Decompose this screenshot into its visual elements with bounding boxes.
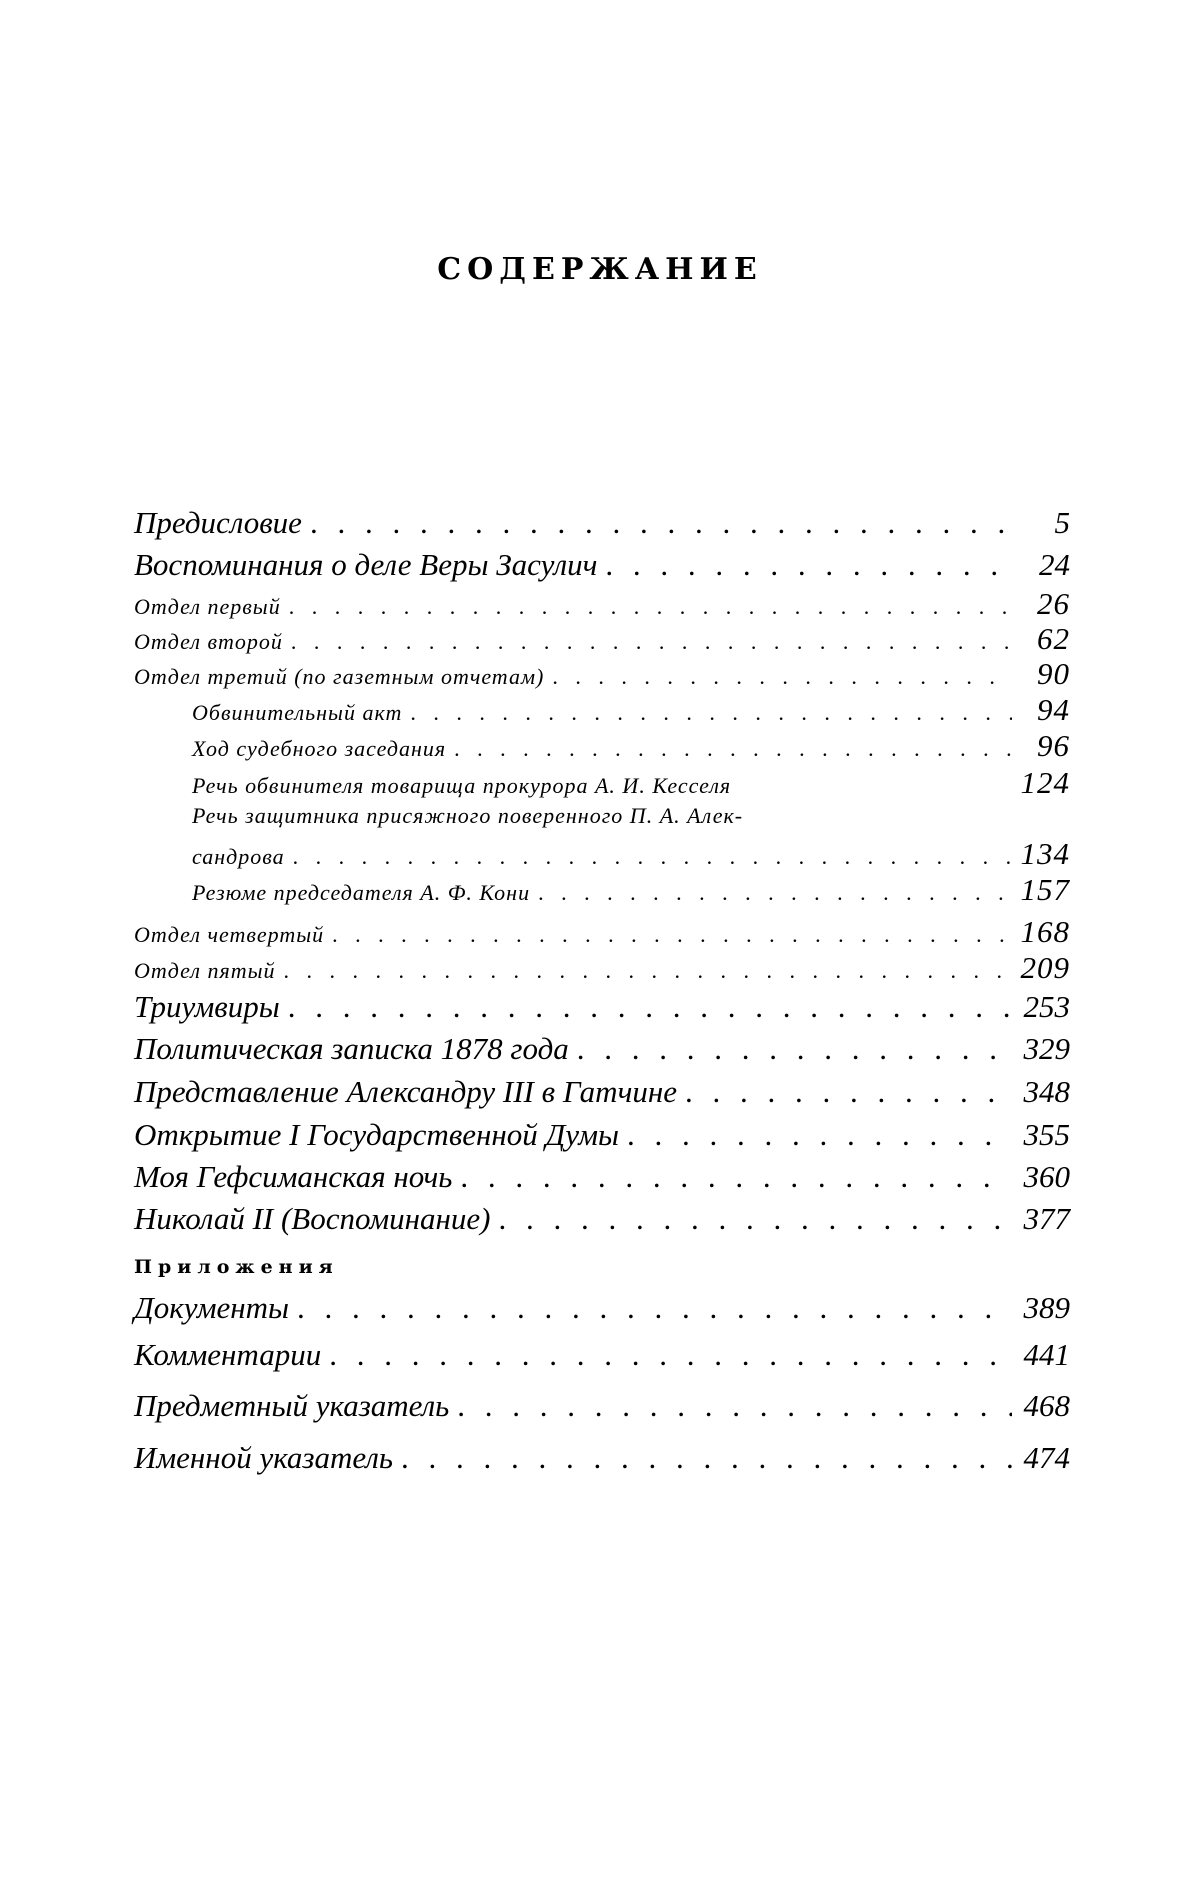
toc-entry-zasulich[interactable] xyxy=(134,547,1070,583)
toc-entry-label: Николай II (Воспоминание) xyxy=(134,1201,491,1236)
leader-dots xyxy=(410,700,1012,726)
toc-page-number: 474 xyxy=(1023,1440,1070,1475)
leader-dots xyxy=(293,844,1012,870)
toc-entry-label: Воспоминания о деле Веры Засулич xyxy=(134,547,598,582)
toc-page-number: 134 xyxy=(1020,836,1070,871)
leader-dots xyxy=(288,989,1012,1025)
toc-entry-preface[interactable] xyxy=(134,505,1070,541)
toc-entry-label: Отдел второй xyxy=(134,629,283,654)
toc-page-number: 389 xyxy=(1023,1290,1070,1325)
toc-page-number: 329 xyxy=(1023,1031,1070,1066)
toc-entry-gatchina[interactable] xyxy=(134,1074,1070,1110)
page-title: СОДЕРЖАНИЕ xyxy=(437,252,763,287)
toc-entry-label: Резюме председателя А. Ф. Кони xyxy=(192,880,531,905)
toc-page-number: 96 xyxy=(1037,728,1070,763)
toc-page-number: 253 xyxy=(1023,989,1070,1024)
toc-page-number: 441 xyxy=(1023,1337,1070,1372)
leader-dots xyxy=(577,1031,1012,1067)
leader-dots xyxy=(460,1159,1012,1195)
toc-page-number: 157 xyxy=(1020,872,1070,907)
leader-dots xyxy=(401,1440,1012,1476)
leader-dots xyxy=(329,1337,1012,1373)
toc-page-number: 62 xyxy=(1037,621,1070,656)
leader-dots xyxy=(605,547,1012,583)
toc-entry-label: Представление Александру III в Гатчине xyxy=(134,1074,677,1109)
leader-dots xyxy=(552,664,1012,690)
leader-dots xyxy=(685,1074,1012,1110)
leader-dots xyxy=(289,594,1012,620)
toc-entry-label: Обвинительный акт xyxy=(192,700,403,725)
toc-page-number: 90 xyxy=(1037,656,1070,691)
leader-dots xyxy=(291,629,1012,655)
toc-entry-label: сандрова xyxy=(192,844,285,869)
toc-entry-label: Отдел четвертый xyxy=(134,922,325,947)
appendix-heading: Приложения xyxy=(134,1256,339,1278)
toc-entry-duma[interactable] xyxy=(134,1117,1070,1153)
toc-entry-label: Речь защитника присяжного поверенного П. А. Алек- xyxy=(192,803,744,828)
toc-entry-commentary[interactable] xyxy=(134,1337,1070,1373)
toc-entry-label: Моя Гефсиманская ночь xyxy=(134,1159,453,1194)
leader-dots xyxy=(454,736,1012,762)
toc-entry-indictment[interactable] xyxy=(192,692,1070,728)
toc-entry-subject-index[interactable] xyxy=(134,1388,1070,1424)
toc-entry-gethsemane[interactable] xyxy=(134,1159,1070,1195)
toc-entry-political-note[interactable] xyxy=(134,1031,1070,1067)
toc-page-number: 26 xyxy=(1037,586,1070,621)
toc-entry-triumvirs[interactable] xyxy=(134,989,1070,1025)
toc-entry-aleksandrov-speech[interactable] xyxy=(192,836,1070,872)
toc-entry-label: Открытие I Государственной Думы xyxy=(134,1117,620,1152)
leader-dots xyxy=(332,922,1012,948)
toc-page-number: 348 xyxy=(1023,1074,1070,1109)
toc-page-number: 124 xyxy=(1020,765,1070,800)
toc-page-number: 168 xyxy=(1020,914,1070,949)
toc-page-number: 5 xyxy=(1054,505,1070,540)
leader-dots xyxy=(297,1290,1012,1326)
toc-entry-aleksandrov-line1[interactable] xyxy=(192,803,1070,829)
toc-page-number: 94 xyxy=(1037,692,1070,727)
toc-page-number: 24 xyxy=(1039,547,1070,582)
leader-dots xyxy=(457,1388,1012,1424)
toc-page-number: 468 xyxy=(1023,1388,1070,1423)
toc-entry-court-session[interactable] xyxy=(192,728,1070,764)
toc-entry-label: Документы xyxy=(134,1290,290,1325)
toc-entry-label: Речь обвинителя товарища прокурора А. И. Кесселя xyxy=(192,773,732,798)
toc-entry-nicholas[interactable] xyxy=(134,1201,1070,1237)
toc-page-number: 377 xyxy=(1023,1201,1070,1236)
toc-entry-part-2[interactable] xyxy=(134,621,1070,657)
toc-entry-label: Именной указатель xyxy=(134,1440,394,1475)
leader-dots xyxy=(310,505,1012,541)
toc-entry-label: Ход судебного заседания xyxy=(192,736,447,761)
toc-entry-part-4[interactable] xyxy=(134,914,1070,950)
toc-entry-documents[interactable] xyxy=(134,1290,1070,1326)
toc-entry-label: Предметный указатель xyxy=(134,1388,450,1423)
toc-entry-name-index[interactable] xyxy=(134,1440,1070,1476)
toc-page-number: 360 xyxy=(1023,1159,1070,1194)
toc-page-number: 209 xyxy=(1020,950,1070,985)
toc-entry-label: Политическая записка 1878 года xyxy=(134,1031,569,1066)
toc-entry-label: Отдел третий (по газетным отчетам) xyxy=(134,664,545,689)
leader-dots xyxy=(498,1201,1012,1237)
leader-dots xyxy=(284,958,1013,984)
toc-entry-koni-summary[interactable] xyxy=(192,872,1070,908)
toc-entry-label: Отдел первый xyxy=(134,594,281,619)
toc-entry-kessel-speech[interactable] xyxy=(192,765,1070,801)
toc-entry-label: Триумвиры xyxy=(134,989,280,1024)
toc-entry-part-5[interactable] xyxy=(134,950,1070,986)
toc-entry-label: Отдел пятый xyxy=(134,958,276,983)
toc-entry-label: Предисловие xyxy=(134,505,302,540)
toc-entry-part-1[interactable] xyxy=(134,586,1070,622)
toc-entry-label: Комментарии xyxy=(134,1337,322,1372)
toc-entry-part-3[interactable] xyxy=(134,656,1070,692)
toc-page-number: 355 xyxy=(1023,1117,1070,1152)
leader-dots xyxy=(538,880,1012,906)
leader-dots xyxy=(627,1117,1012,1153)
